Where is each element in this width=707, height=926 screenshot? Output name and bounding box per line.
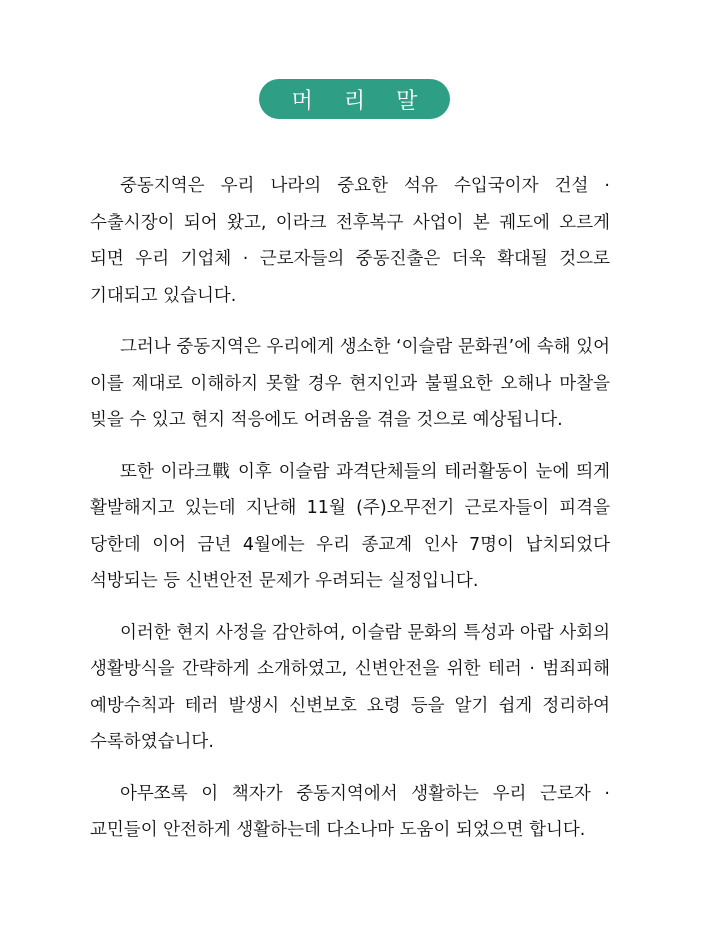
preface-body: [90, 168, 610, 849]
paragraph-3: 또한 이라크戰 이후 이슬람 과격단체들의 테러활동이 눈에 띄게 활발해지고 있는데 지난해 11월 (주)오무전기 근로자들이 피격을 당한데 이어 금년 4월에는 우리 종교계 인사 7명이 납치되었다 석방되는 등 신변안전 문제가 우려되는 실정입니다.: [90, 461, 610, 591]
paragraph-4: 이러한 현지 사정을 감안하여, 이슬람 문화의 특성과 아랍 사회의 생활방식을 간략하게 소개하였고, 신변안전을 위한 테러 · 범죄피해 예방수칙과 테러 발생시 신변보호 요령 등을 알기 쉽게 정리하여 수록하였습니다.: [90, 622, 610, 752]
paragraph-2: 그러나 중동지역은 우리에게 생소한 ‘이슬람 문화권’에 속해 있어 이를 제대로 이해하지 못할 경우 현지인과 불필요한 오해나 마찰을 빚을 수 있고 현지 적응에도 어려움을 겪을 것으로 예상됩니다.: [90, 337, 610, 430]
paragraph-5: 아무쪼록 이 책자가 중동지역에서 생활하는 우리 근로자 · 교민들이 안전하게 생활하는데 다소나마 도움이 되었으면 합니다.: [90, 783, 610, 840]
title-badge: [259, 79, 450, 119]
page-title: 머 리 말: [291, 88, 430, 114]
paragraph-1: 중동지역은 우리 나라의 중요한 석유 수입국이자 건설 · 수출시장이 되어 왔고, 이라크 전후복구 사업이 본 궤도에 오르게 되면 우리 기업체 · 근로자들의 중동진출은 더욱 확대될 것으로 기대되고 있습니다.: [90, 176, 610, 306]
